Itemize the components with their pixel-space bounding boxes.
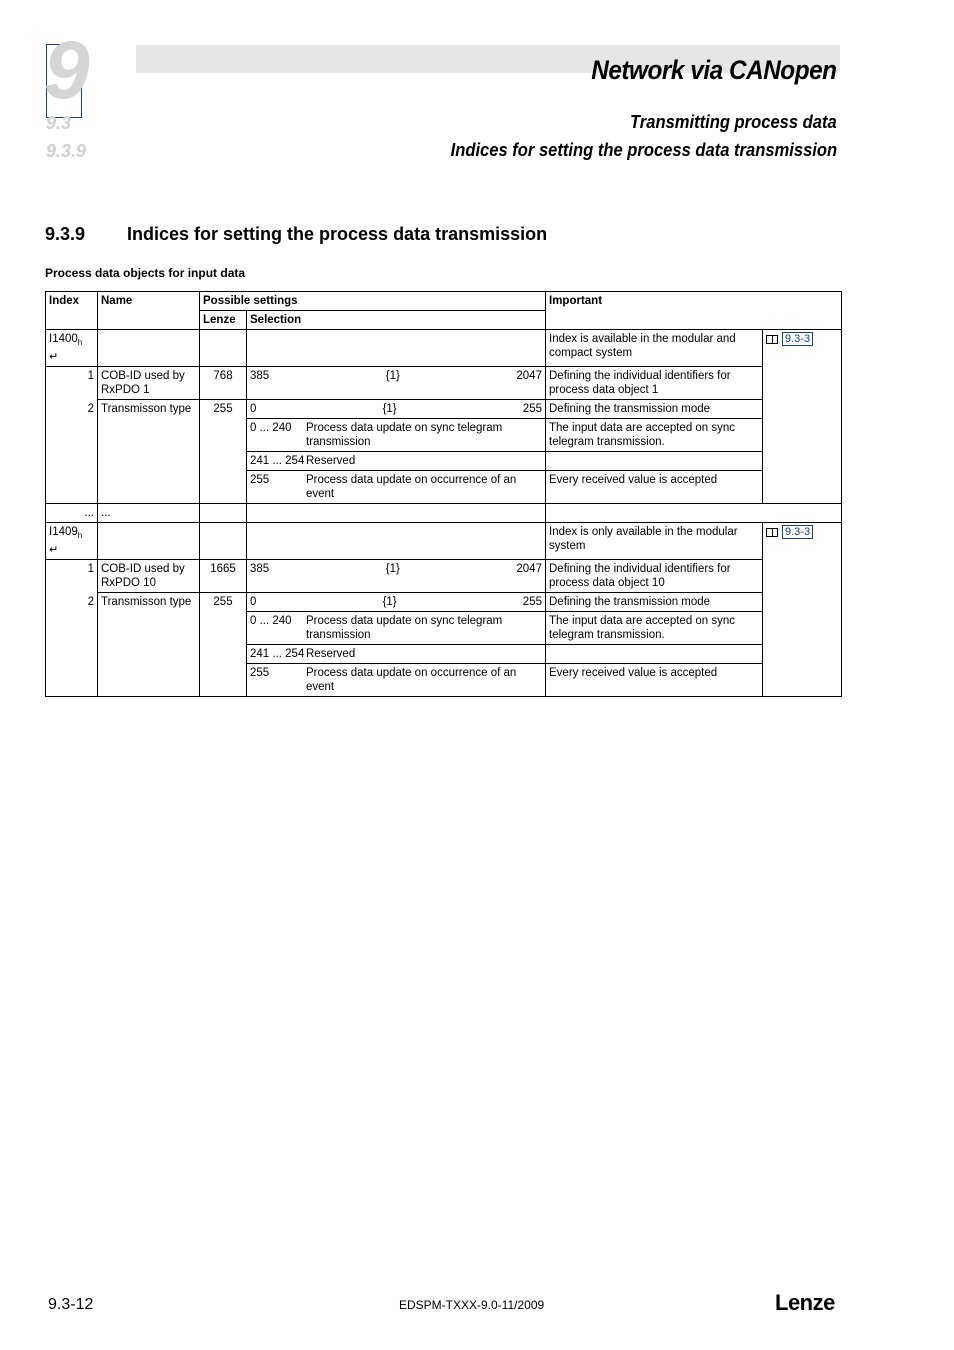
reference-cell [763,330,842,504]
header-possible-settings: Possible settings [200,292,546,311]
index-cell: $I1409_h$ ↵ [46,523,98,560]
book-icon [766,335,778,344]
header-important: Important [546,292,842,330]
lenze-logo: Lenze [775,1290,835,1315]
table-row: 1 COB-ID used by RxPDO 10 1665 385 {1} 2047 Defining the individual identifiers for process data object 10 [46,560,842,593]
ghost-subsection-number: 9.3.9 [46,141,87,161]
header-subtitle: Transmitting process data [630,112,837,132]
table-row: 1 COB-ID used by RxPDO 1 768 385 {1} 2047 Defining the individual identifiers for process data object 1 [46,367,842,400]
header-subsubtitle: Indices for setting the process data transmission [450,140,837,160]
table-row: 255 Process data update on occurrence of an event Every received value is accepted [46,471,842,504]
table-row: 241 ... 254 Reserved [46,452,842,471]
enter-icon: ↵ [49,351,59,363]
table-row: $I1409_h$ ↵ Index is only available in the modular system 9.3-3 [46,523,842,560]
header-name: Name [98,292,200,330]
index-cell: $I1400_h$ ↵ [46,330,98,367]
chapter-number: 9 [44,25,88,116]
book-icon [766,528,778,537]
enter-icon: ↵ [49,544,59,556]
table-row: 255 Process data update on occurrence of an event Every received value is accepted [46,664,842,697]
reference-link[interactable]: 9.3-3 [782,332,813,346]
table-row: 2 Transmisson type 255 0 {1} 255 Defining the transmission mode [46,593,842,612]
section-title: Indices for setting the process data transmission [127,224,548,244]
table-row: ... ... [46,504,842,523]
table-row: 2 Transmisson type 255 0 {1} 255 Defining the transmission mode [46,400,842,419]
page-title: Network via CANopen [591,55,837,85]
section-number: 9.3.9 [45,224,86,244]
table-caption: Process data objects for input data [45,266,246,280]
header-selection: Selection [247,311,546,330]
header-row [46,292,842,311]
table-row: 0 ... 240 Process data update on sync telegram transmission The input data are accepted on sync telegram transmission. [46,612,842,645]
footer-document-id: EDSPM-TXXX-9.0-11/2009 [399,1298,545,1312]
table-row: $I1400_h$ ↵ Index is available in the modular and compact system 9.3-3 [46,330,842,367]
table-row: 241 ... 254 Reserved [46,645,842,664]
reference-cell [763,523,842,697]
settings-table [45,291,842,697]
reference-link[interactable]: 9.3-3 [782,525,813,539]
header-lenze: Lenze [200,311,247,330]
table-row: 0 ... 240 Process data update on sync telegram transmission The input data are accepted on sync telegram transmission. [46,419,842,452]
footer-page-number: 9.3-12 [48,1296,94,1313]
header-index: Index [46,292,98,330]
ghost-section-number: 9.3 [46,113,72,133]
